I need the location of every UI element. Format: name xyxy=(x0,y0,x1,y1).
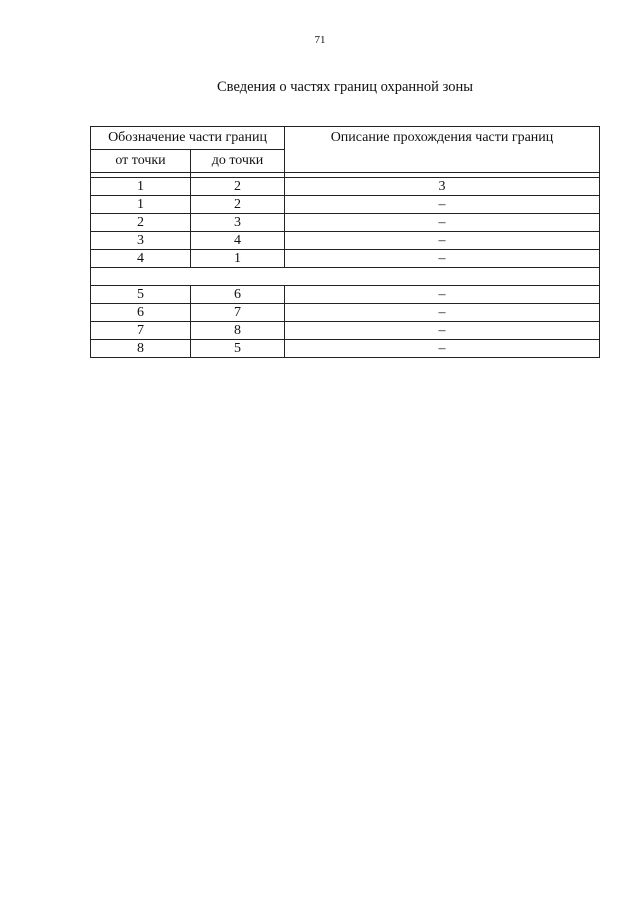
cell-from: 1 xyxy=(91,196,191,214)
cell-from: 1 xyxy=(91,178,191,196)
cell-to: 4 xyxy=(191,232,285,250)
page-number: 71 xyxy=(314,34,326,46)
cell-to: 2 xyxy=(191,178,285,196)
cell-desc: – xyxy=(285,250,600,268)
table-row xyxy=(91,196,600,214)
header-boundary-designation: Обозначение части границ xyxy=(91,127,285,150)
cell-desc: – xyxy=(285,304,600,322)
table-row xyxy=(91,304,600,322)
cell-from: 6 xyxy=(91,304,191,322)
cell-desc: – xyxy=(285,286,600,304)
header-boundary-description: Описание прохождения части границ xyxy=(285,127,600,173)
cell-desc: – xyxy=(285,196,600,214)
document-title: Сведения о частях границ охранной зоны xyxy=(217,79,473,95)
cell-desc: – xyxy=(285,322,600,340)
table-row xyxy=(91,250,600,268)
table-row xyxy=(91,178,600,196)
cell-to: 7 xyxy=(191,304,285,322)
cell-from: 5 xyxy=(91,286,191,304)
cell-to: 5 xyxy=(191,340,285,358)
cell-desc: 3 xyxy=(285,178,600,196)
cell-to: 6 xyxy=(191,286,285,304)
contour-separator-row xyxy=(91,268,600,286)
header-to-point: до точки xyxy=(191,150,285,173)
cell-from: 4 xyxy=(91,250,191,268)
cell-to: 3 xyxy=(191,214,285,232)
header-from-point: от точки xyxy=(91,150,191,173)
table-row xyxy=(91,214,600,232)
table-row xyxy=(91,322,600,340)
cell-to: 1 xyxy=(191,250,285,268)
cell-desc: – xyxy=(285,214,600,232)
cell-to: 2 xyxy=(191,196,285,214)
cell-from: 2 xyxy=(91,214,191,232)
cell-from: 8 xyxy=(91,340,191,358)
cell-desc: – xyxy=(285,232,600,250)
table-row xyxy=(91,286,600,304)
cell-to: 8 xyxy=(191,322,285,340)
table-row xyxy=(91,232,600,250)
cell-from: 7 xyxy=(91,322,191,340)
table-row xyxy=(91,340,600,358)
boundary-parts-table xyxy=(90,126,600,358)
cell-from: 3 xyxy=(91,232,191,250)
cell-desc: – xyxy=(285,340,600,358)
